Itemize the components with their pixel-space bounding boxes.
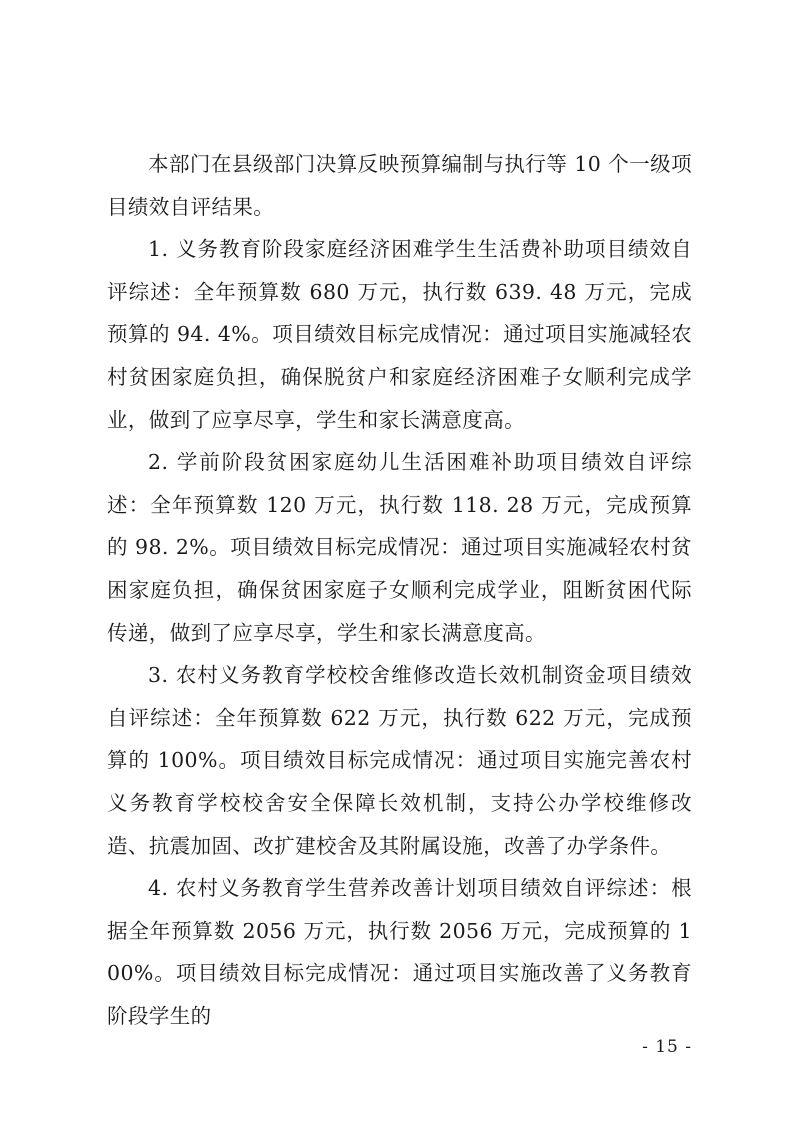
paragraph-item-2: 2. 学前阶段贫困家庭幼儿生活困难补助项目绩效自评综述：全年预算数 120 万元，执行数 118. 28 万元，完成预算的 98. 2%。项目绩效目标完成情况：通过项目实施减轻农村贫困家庭负担，确保贫困家庭子女顺利完成学业，阻断贫困代际传递，做到了应享尽享，学生和家长满意度高。: [107, 450, 692, 645]
body-text: [107, 143, 692, 1037]
page-number: - 15 -: [642, 1037, 692, 1057]
paragraph-item-4: 4. 农村义务教育学生营养改善计划项目绩效自评综述：根据全年预算数 2056 万元，执行数 2056 万元，完成预算的 100%。项目绩效目标完成情况：通过项目实施改善了义务教育阶段学生的: [107, 876, 692, 1028]
paragraph-item-1: 1. 义务教育阶段家庭经济困难学生生活费补助项目绩效自评综述：全年预算数 680 万元，执行数 639. 48 万元，完成预算的 94. 4%。项目绩效目标完成情况：通过项目实施减轻农村贫困家庭负担，确保脱贫户和家庭经济困难子女顺利完成学业，做到了应享尽享，学生和家长满意度高。: [107, 237, 692, 432]
paragraph-item-3: 3. 农村义务教育学校校舍维修改造长效机制资金项目绩效自评综述：全年预算数 622 万元，执行数 622 万元，完成预算的 100%。项目绩效目标完成情况：通过项目实施完善农村义务教育学校校舍安全保障长效机制，支持公办学校维修改造、抗震加固、改扩建校舍及其附属设施，改善了办学条件。: [107, 663, 692, 858]
paragraph-intro: 本部门在县级部门决算反映预算编制与执行等 10 个一级项目绩效自评结果。: [107, 152, 692, 219]
